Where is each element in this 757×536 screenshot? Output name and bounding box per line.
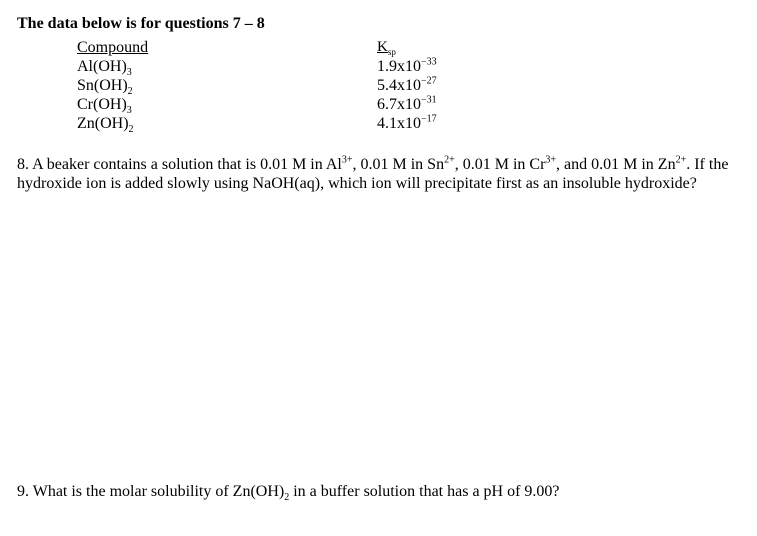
compound-row	[77, 76, 148, 98]
ksp-row	[377, 57, 437, 76]
q8-text: , 0.01 M in Cr	[454, 156, 546, 173]
question-8	[17, 155, 747, 193]
ksp-column	[377, 38, 437, 133]
compound-subscript: 2	[128, 124, 134, 136]
formula-subscript: 2	[284, 492, 290, 504]
compound-subscript: 3	[126, 67, 132, 79]
ksp-exponent: −17	[421, 113, 437, 125]
q8-text: , 0.01 M in Sn	[352, 156, 445, 173]
q8-text: 8. A beaker contains a solution that is 0.01 M in Al	[17, 156, 342, 173]
ksp-exponent: −33	[421, 56, 437, 68]
ksp-header	[377, 38, 437, 57]
q9-text: in a buffer solution that has a pH of 9.00?	[289, 483, 560, 500]
ksp-mantissa: 5.4x10	[377, 77, 421, 94]
compound-row	[77, 57, 148, 79]
ksp-exponent: −27	[421, 75, 437, 87]
ksp-header-sub: sp	[387, 47, 396, 57]
compound-row	[77, 114, 148, 136]
compound-row	[77, 95, 148, 117]
ksp-exponent: −31	[421, 94, 437, 106]
compound-formula: Al(OH)	[77, 58, 127, 75]
compound-subscript: 3	[126, 105, 132, 117]
compound-column	[77, 38, 149, 136]
ion-charge: 3+	[545, 154, 557, 166]
ksp-row	[377, 114, 437, 133]
ion-charge: 3+	[341, 154, 353, 166]
compound-subscript: 2	[127, 86, 133, 98]
q8-text: . If the hydroxide ion is added slowly using NaOH(aq), which ion will precipitate first as an insoluble hydroxide?	[17, 156, 729, 192]
ksp-row	[377, 95, 437, 114]
section-heading: The data below is for questions 7 – 8	[17, 15, 265, 32]
compound-formula: Cr(OH)	[77, 96, 127, 113]
question-9	[17, 482, 747, 504]
ion-charge: 2+	[444, 154, 455, 166]
q9-text: 9. What is the molar solubility of Zn(OH)	[17, 483, 285, 500]
ksp-header-main: K	[377, 39, 388, 55]
ksp-mantissa: 1.9x10	[377, 58, 421, 75]
compound-header: Compound	[77, 39, 149, 56]
ion-charge: 2+	[675, 154, 687, 166]
compound-formula: Zn(OH)	[77, 115, 129, 132]
compound-formula: Sn(OH)	[77, 77, 128, 94]
ksp-mantissa: 4.1x10	[377, 115, 421, 132]
ksp-mantissa: 6.7x10	[377, 96, 421, 113]
ksp-row	[377, 76, 437, 95]
q8-text: , and 0.01 M in Zn	[556, 156, 676, 173]
